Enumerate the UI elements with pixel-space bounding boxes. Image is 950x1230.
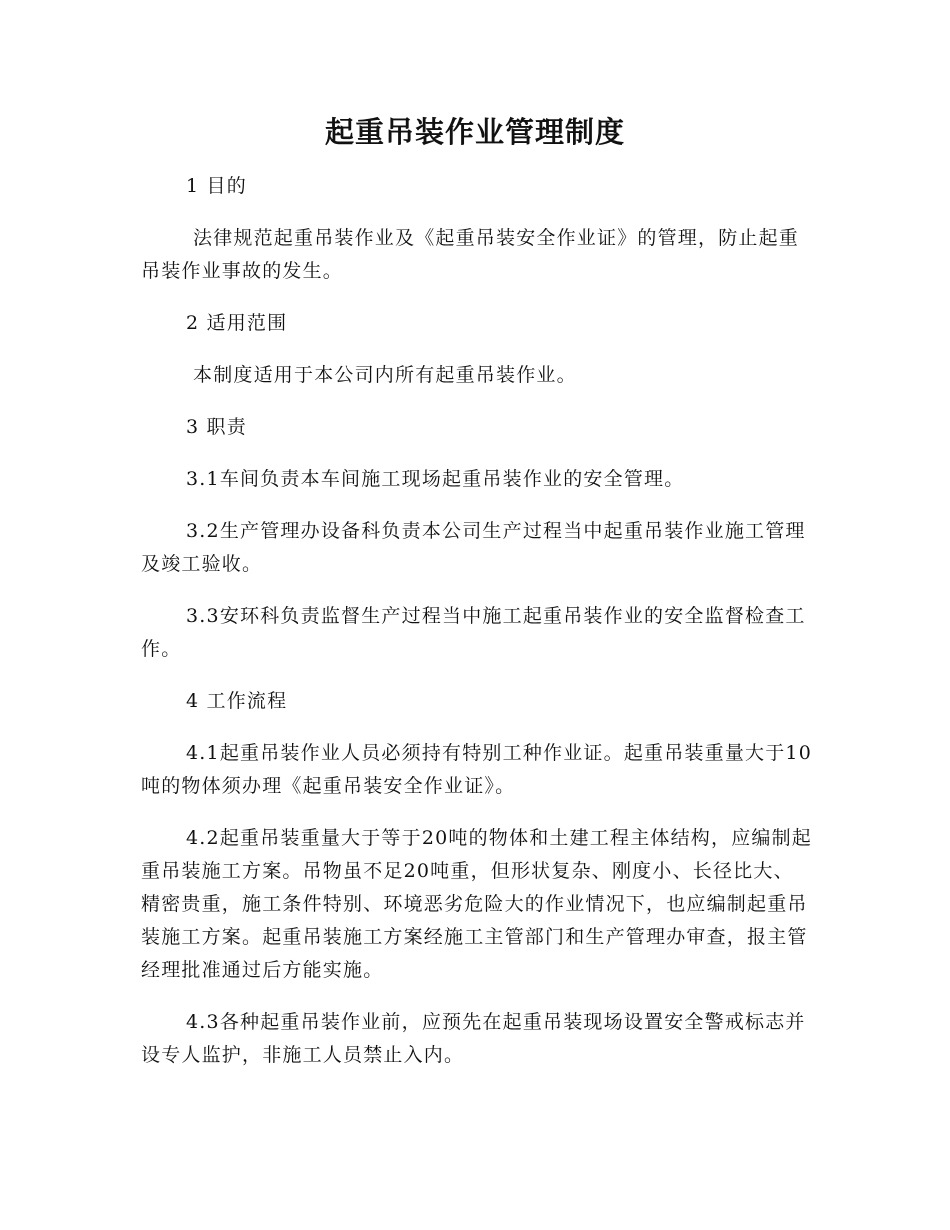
section-heading-scope: 2 适用范围 [186,312,288,334]
section-heading-purpose: 1 目的 [186,175,247,197]
paragraph-4-3: 4.3各种起重吊装作业前，应预先在起重吊装现场设置安全警戒标志并设专人监护，非施工人员禁止入内。 [141,1011,806,1066]
paragraph-3-1: 3.1车间负责本车间施工现场起重吊装作业的安全管理。 [186,468,685,490]
section-heading-responsibilities: 3 职责 [186,416,247,438]
paragraph-3-3: 3.3安环科负责监督生产过程当中施工起重吊装作业的安全监督检查工作。 [141,605,806,660]
paragraph-purpose: 法律规范起重吊装作业及《起重吊装安全作业证》的管理，防止起重吊装作业事故的发生。 [141,227,800,282]
paragraph-3-2: 3.2生产管理办设备科负责本公司生产过程当中起重吊装作业施工管理及竣工验收。 [141,520,806,575]
document-title: 起重吊装作业管理制度 [324,115,625,149]
paragraph-scope: 本制度适用于本公司内所有起重吊装作业。 [193,364,577,386]
paragraph-4-1: 4.1起重吊装作业人员必须持有特别工种作业证。起重吊装重量大于10吨的物体须办理《起重吊装安全作业证》。 [141,742,812,797]
document-body [141,170,813,1072]
section-heading-workflow: 4 工作流程 [186,690,288,712]
paragraph-4-2: 4.2起重吊装重量大于等于20吨的物体和土建工程主体结构，应编制起重吊装施工方案。吊物虽不足20吨重，但形状复杂、刚度小、长径比大、精密贵重，施工条件特别、环境恶劣危险大的作业情况下，也应编制起重吊装施工方案。起重吊装施工方案经施工主管部门和生产管理办审查，报主管经理批准通过后方能实施。 [141,827,812,981]
